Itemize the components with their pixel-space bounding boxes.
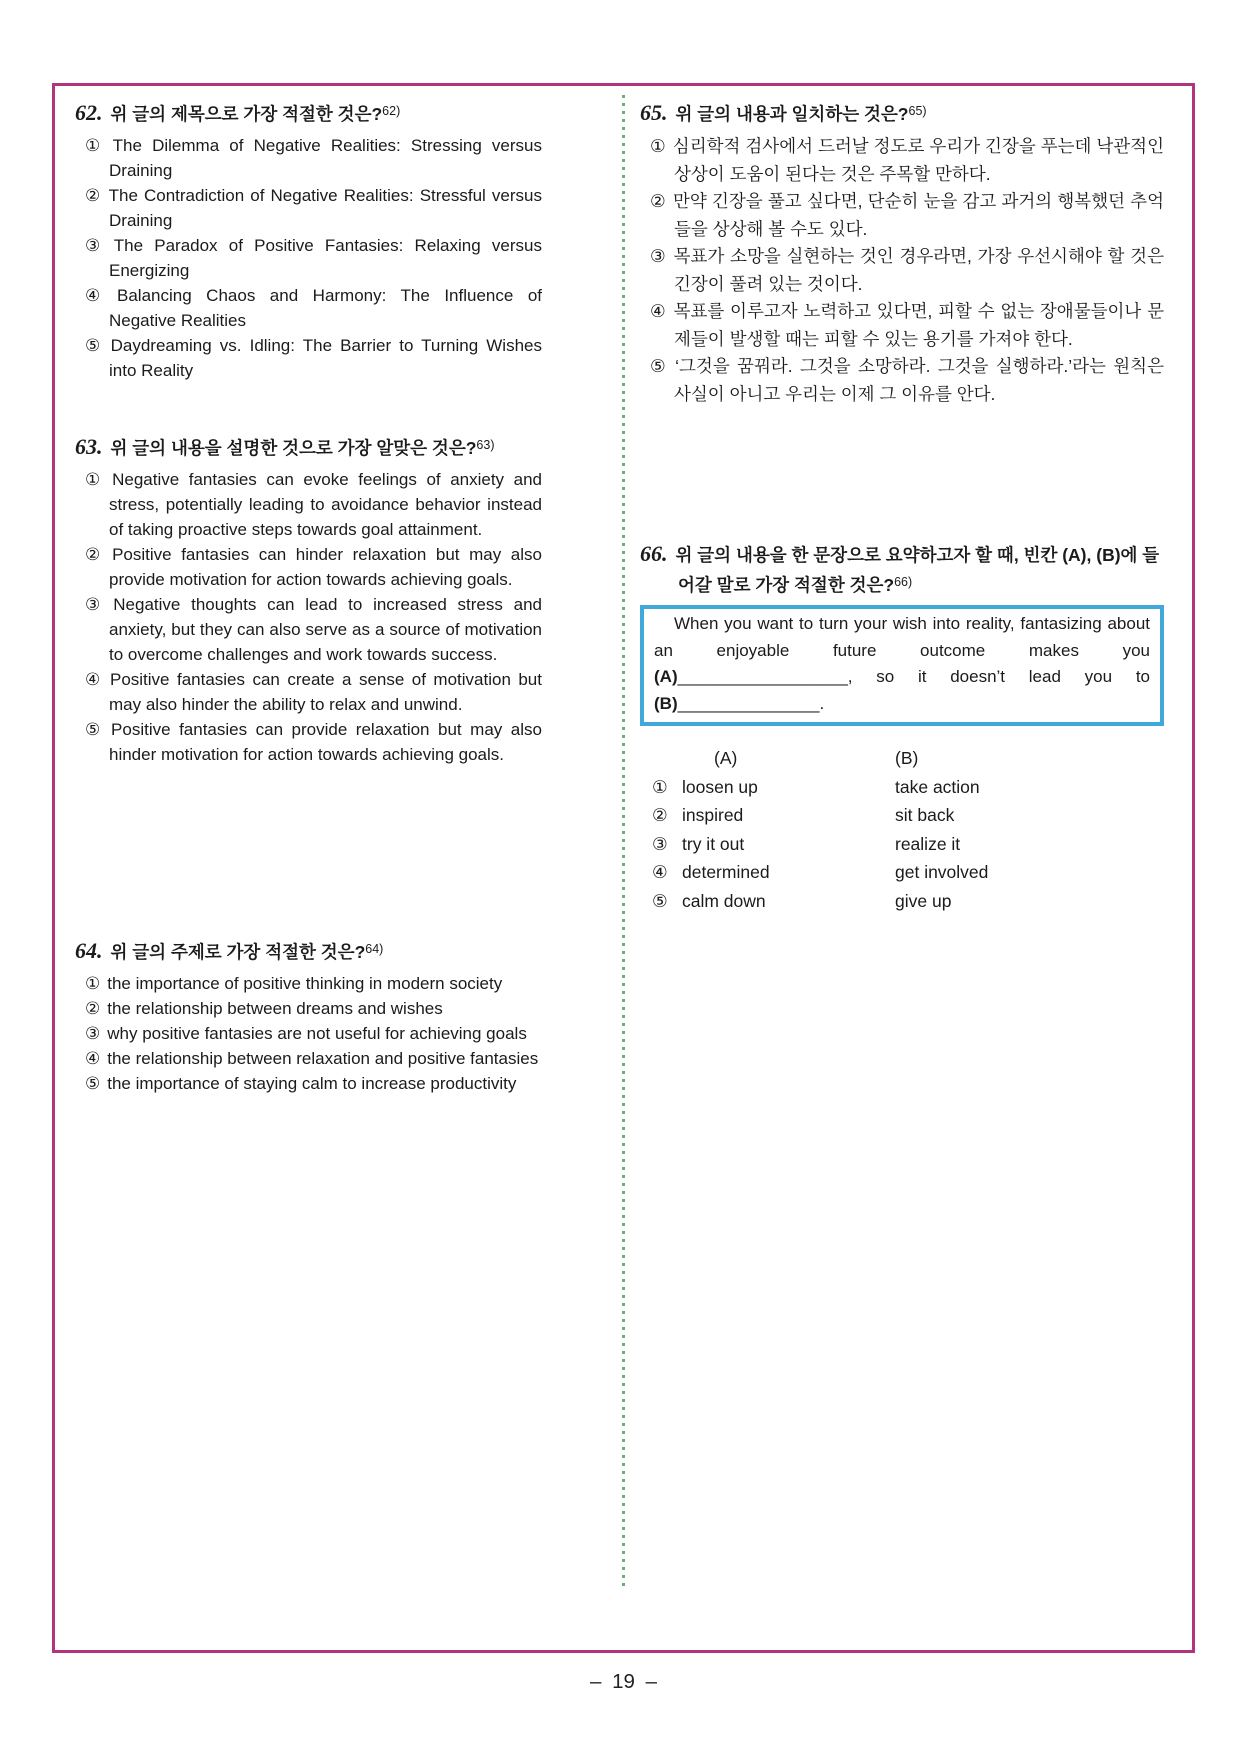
blank-a-line: __________________: [677, 667, 848, 686]
option-b-text: give up: [895, 890, 952, 911]
option-text: 만약 긴장을 풀고 싶다면, 단순히 눈을 감고 과거의 행복했던 추억들을 상상해 볼 수도 있다.: [673, 191, 1164, 239]
option-circled-number: ④: [85, 286, 111, 305]
question-62-header: [75, 98, 542, 128]
option-5: [85, 717, 542, 767]
option-circled-number: ①: [85, 974, 101, 993]
blank-b-line: _______________: [677, 693, 820, 713]
option-b-text: realize it: [895, 833, 961, 854]
option-a-text: calm down: [682, 890, 766, 911]
option-3: [85, 233, 542, 283]
option-text: Negative fantasies can evoke feelings of anxiety and stress, potentially leading to avoidance behavior instead of taking proactive steps towards goal attainment.: [109, 470, 542, 539]
option-text: ‘그것을 꿈꿔라. 그것을 소망하라. 그것을 실행하라.’라는 원칙은 사실이 아니고 우리는 이제 그 이유를 안다.: [674, 356, 1164, 404]
options-list: [85, 133, 542, 383]
question-prompt: 위 글의 제목으로 가장 적절한 것은?: [110, 104, 383, 124]
option-2: [650, 188, 1164, 243]
option-text: Positive fantasies can provide relaxation but may also hinder motivation for action towards achieving goals.: [109, 720, 542, 764]
column-divider-dotted: [622, 95, 625, 1589]
question-64: [75, 936, 542, 1096]
question-65: [640, 98, 1164, 408]
option-circled-number: ⑤: [652, 890, 668, 911]
option-circled-number: ③: [650, 246, 667, 266]
answer-pair-table: [652, 744, 1164, 915]
option-text: the importance of staying calm to increase productivity: [107, 1074, 517, 1093]
option-circled-number: ①: [652, 776, 668, 797]
option-circled-number: ③: [85, 1024, 101, 1043]
question-62: [75, 98, 542, 383]
option-circled-number: ①: [650, 136, 666, 156]
question-ref-number: 65): [908, 104, 927, 118]
question-ref-number: 63): [476, 438, 495, 452]
option-1: [85, 133, 542, 183]
blank-a-label: (A): [654, 667, 678, 686]
question-ref-number: 66): [894, 575, 913, 589]
option-circled-number: ③: [652, 833, 668, 854]
options-list: [85, 467, 542, 767]
page-number: – 19 –: [590, 1670, 657, 1693]
empty-cell: [652, 744, 682, 773]
option-text: the relationship between dreams and wishes: [107, 999, 443, 1018]
option-circled-number: ④: [650, 301, 667, 321]
question-63: [75, 432, 542, 767]
option-text: The Contradiction of Negative Realities: Stressful versus Draining: [108, 186, 542, 230]
table-row-5: [652, 887, 1164, 916]
option-5: [650, 353, 1164, 408]
question-prompt: 위 글의 내용을 한 문장으로 요약하고자 할 때, 빈칸 (A), (B)에 들어갈 말로 가장 적절한 것은?: [675, 545, 1160, 595]
option-1: [650, 133, 1164, 188]
option-text: 심리학적 검사에서 드러날 정도로 우리가 긴장을 푸는데 낙관적인 상상이 도움이 된다는 것은 주목할 만하다.: [672, 136, 1164, 184]
option-4: [650, 298, 1164, 353]
option-circled-number: ③: [85, 595, 107, 614]
option-text: 목표가 소망을 실현하는 것인 경우라면, 가장 우선시해야 할 것은 긴장이 풀려 있는 것이다.: [673, 246, 1164, 294]
question-prompt: 위 글의 내용을 설명한 것으로 가장 알맞은 것은?: [110, 438, 477, 458]
option-a-text: determined: [682, 862, 770, 882]
question-number: 65.: [640, 100, 668, 125]
option-circled-number: ⑤: [85, 1074, 101, 1093]
option-1: [85, 467, 542, 542]
option-5: [85, 1071, 542, 1096]
options-list: [85, 971, 542, 1096]
table-row-3: [652, 830, 1164, 859]
option-circled-number: ②: [650, 191, 667, 211]
question-64-header: [75, 936, 542, 966]
option-text: the importance of positive thinking in modern society: [107, 974, 503, 993]
question-number: 64.: [75, 938, 103, 963]
question-ref-number: 62): [382, 104, 401, 118]
option-text: Negative thoughts can lead to increased stress and anxiety, but they can also serve as a source of motivation to overcome challenges and work towards success.: [109, 595, 542, 664]
option-text: Balancing Chaos and Harmony: The Influence of Negative Realities: [109, 286, 542, 330]
option-circled-number: ④: [652, 862, 668, 882]
option-circled-number: ⑤: [650, 356, 669, 376]
column-b-header: (B): [895, 748, 919, 768]
option-3: [85, 1021, 542, 1046]
option-2: [85, 996, 542, 1021]
option-circled-number: ③: [85, 236, 107, 255]
option-circled-number: ⑤: [85, 336, 104, 355]
option-circled-number: ②: [85, 999, 101, 1018]
option-2: [85, 183, 542, 233]
option-text: Daydreaming vs. Idling: The Barrier to Turning Wishes into Reality: [109, 336, 542, 380]
table-row-2: [652, 801, 1164, 830]
question-ref-number: 64): [365, 942, 384, 956]
option-circled-number: ⑤: [85, 720, 105, 739]
question-65-header: [640, 98, 1164, 128]
question-63-header: [75, 432, 542, 462]
option-1: [85, 971, 542, 996]
summary-text-before-a: When you want to turn your wish into reality, fantasizing about an enjoyable future outcome makes you: [654, 614, 1150, 660]
option-4: [85, 1046, 542, 1071]
table-row-1: [652, 773, 1164, 802]
option-a-text: inspired: [682, 805, 744, 825]
option-b-text: get involved: [895, 862, 989, 882]
blank-b-label: (B): [654, 693, 678, 713]
option-text: The Paradox of Positive Fantasies: Relaxing versus Energizing: [109, 236, 542, 280]
option-text: Positive fantasies can hinder relaxation but may also provide motivation for action towards achieving goals.: [109, 545, 542, 589]
option-text: Positive fantasies can create a sense of motivation but may also hinder the ability to relax and unwind.: [109, 670, 542, 714]
table-row-4: [652, 858, 1164, 887]
summary-sentence: [654, 611, 1150, 717]
option-b-text: take action: [895, 776, 980, 797]
question-66-header: [640, 540, 1164, 599]
option-2: [85, 542, 542, 592]
option-circled-number: ②: [85, 545, 106, 564]
summary-text-end: .: [819, 693, 825, 713]
option-5: [85, 333, 542, 383]
option-text: 목표를 이루고자 노력하고 있다면, 피할 수 없는 장애물들이나 문제들이 발생할 때는 피할 수 있는 용기를 가져야 한다.: [673, 301, 1164, 349]
question-number: 66.: [640, 541, 668, 566]
option-4: [85, 283, 542, 333]
option-b-text: sit back: [895, 805, 955, 825]
option-circled-number: ②: [85, 186, 102, 205]
option-3: [650, 243, 1164, 298]
summary-box: [640, 605, 1164, 726]
option-circled-number: ④: [85, 670, 103, 689]
options-list: [650, 133, 1164, 408]
question-66: [640, 540, 1164, 915]
option-a-text: loosen up: [682, 776, 758, 797]
option-circled-number: ②: [652, 805, 668, 825]
question-prompt: 위 글의 주제로 가장 적절한 것은?: [110, 942, 366, 962]
option-text: the relationship between relaxation and positive fantasies: [107, 1049, 539, 1068]
option-text: why positive fantasies are not useful for achieving goals: [107, 1024, 527, 1043]
question-number: 62.: [75, 100, 103, 125]
column-a-header: (A): [714, 748, 738, 768]
question-prompt: 위 글의 내용과 일치하는 것은?: [675, 104, 909, 124]
summary-text-between: , so it doesn’t lead you to: [847, 667, 1150, 686]
table-header-row: [652, 744, 1164, 773]
option-circled-number: ①: [85, 136, 106, 155]
option-circled-number: ①: [85, 470, 106, 489]
option-text: The Dilemma of Negative Realities: Stressing versus Draining: [109, 136, 542, 180]
option-4: [85, 667, 542, 717]
option-a-text: try it out: [682, 833, 745, 854]
option-3: [85, 592, 542, 667]
question-number: 63.: [75, 434, 103, 459]
option-circled-number: ④: [85, 1049, 101, 1068]
